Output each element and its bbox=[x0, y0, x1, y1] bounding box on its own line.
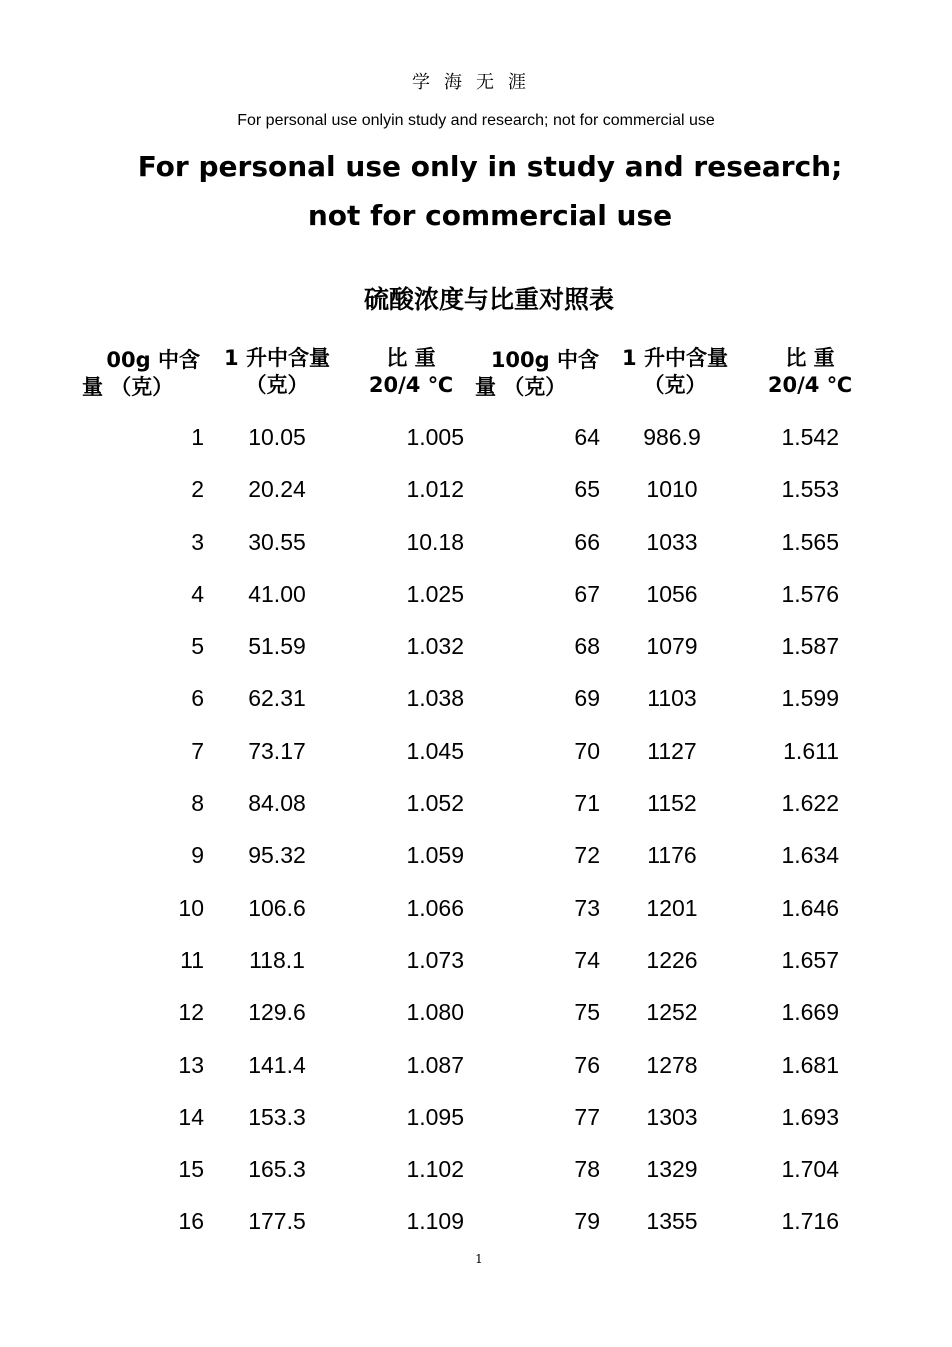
column-header-line: 1 升中含量 bbox=[224, 346, 330, 370]
table-cell: 95.32 bbox=[248, 842, 306, 869]
table-row bbox=[0, 777, 952, 829]
table-cell: 10 bbox=[178, 894, 204, 921]
table-cell: 1.657 bbox=[781, 946, 839, 973]
table-cell: 1.704 bbox=[781, 1156, 839, 1183]
table-cell: 1.599 bbox=[781, 685, 839, 712]
table-row bbox=[0, 411, 952, 463]
column-header-specific-gravity bbox=[758, 345, 862, 399]
table-cell: 8 bbox=[191, 790, 204, 817]
table-cell: 129.6 bbox=[248, 999, 306, 1026]
table-cell: 72 bbox=[574, 842, 600, 869]
header-motto: 学海无涯 bbox=[412, 72, 540, 93]
table-cell: 1.646 bbox=[781, 894, 839, 921]
table-cell: 1226 bbox=[646, 946, 698, 973]
table-cell: 1.066 bbox=[406, 894, 464, 921]
table-cell: 1.542 bbox=[781, 424, 839, 450]
table-cell: 118.1 bbox=[249, 946, 305, 973]
table-cell: 1.669 bbox=[781, 999, 839, 1026]
table-cell: 1.032 bbox=[406, 633, 464, 660]
table-cell: 141.4 bbox=[248, 1051, 306, 1078]
table-cell: 7 bbox=[191, 737, 204, 764]
table-cell: 1201 bbox=[646, 894, 698, 921]
table-cell: 1.095 bbox=[406, 1103, 464, 1130]
table-cell: 2 bbox=[191, 476, 204, 503]
column-header-line: （克） bbox=[643, 373, 707, 397]
table-cell: 12 bbox=[178, 999, 204, 1026]
column-header-line: 20/4 ℃ bbox=[767, 373, 853, 397]
table-cell: 64 bbox=[574, 424, 600, 450]
table-cell: 51.59 bbox=[248, 633, 306, 660]
table-row bbox=[0, 986, 952, 1038]
table-row bbox=[0, 934, 952, 986]
table-cell: 14 bbox=[178, 1103, 204, 1130]
table-cell: 5 bbox=[191, 633, 204, 660]
table-cell: 77 bbox=[574, 1103, 600, 1130]
table-cell: 1.045 bbox=[406, 737, 464, 764]
table-cell: 1355 bbox=[646, 1208, 698, 1235]
table-cell: 1252 bbox=[646, 999, 698, 1026]
column-header-specific-gravity bbox=[356, 345, 466, 399]
table-cell: 76 bbox=[574, 1051, 600, 1078]
table-cell: 106.6 bbox=[248, 894, 306, 921]
table-cell: 68 bbox=[574, 633, 600, 660]
table-cell: 1.622 bbox=[781, 790, 839, 817]
table-row bbox=[0, 1091, 952, 1143]
table-cell: 986.9 bbox=[643, 424, 701, 450]
table-cell: 1.052 bbox=[406, 790, 464, 817]
table-cell: 1.716 bbox=[781, 1208, 839, 1235]
page-number: 1 bbox=[475, 1252, 483, 1266]
table-cell: 71 bbox=[574, 790, 600, 817]
table-cell: 1303 bbox=[646, 1103, 698, 1130]
table-cell: 1.576 bbox=[781, 580, 839, 607]
table-cell: 1.611 bbox=[783, 737, 839, 764]
table-cell: 1.693 bbox=[781, 1103, 839, 1130]
table-cell: 1.587 bbox=[781, 633, 839, 660]
column-header-line: 1 升中含量 bbox=[622, 346, 728, 370]
table-cell: 11 bbox=[180, 946, 204, 973]
table-cell: 1.565 bbox=[781, 528, 839, 555]
column-header-mass-per-liter bbox=[214, 345, 340, 399]
table-cell: 67 bbox=[574, 580, 600, 607]
table-cell: 62.31 bbox=[248, 685, 306, 712]
table-cell: 6 bbox=[191, 685, 204, 712]
table-row bbox=[0, 568, 952, 620]
table-cell: 4 bbox=[191, 580, 204, 607]
table-cell: 13 bbox=[178, 1051, 204, 1078]
column-header-line: 量 （克） bbox=[475, 375, 567, 399]
usage-notice-small: For personal use onlyin study and research; not for commercial use bbox=[237, 112, 715, 129]
column-header-line: （克） bbox=[245, 373, 309, 397]
table-cell: 16 bbox=[178, 1208, 204, 1235]
table-cell: 10.18 bbox=[406, 528, 464, 555]
table-cell: 15 bbox=[178, 1156, 204, 1183]
column-header-line: 比 重 bbox=[386, 346, 436, 370]
table-cell: 30.55 bbox=[248, 528, 306, 555]
column-header-line: 比 重 bbox=[785, 346, 835, 370]
table-cell: 1103 bbox=[647, 685, 697, 712]
table-row bbox=[0, 1195, 952, 1247]
table-row bbox=[0, 1039, 952, 1091]
table-cell: 1.634 bbox=[781, 842, 839, 869]
table-cell: 3 bbox=[191, 528, 204, 555]
table-cell: 70 bbox=[574, 737, 600, 764]
table-cell: 73.17 bbox=[248, 737, 306, 764]
table-cell: 1.553 bbox=[781, 476, 839, 503]
column-header-mass-per-100g bbox=[82, 347, 200, 401]
column-header-mass-per-liter bbox=[612, 345, 738, 399]
table-cell: 1.038 bbox=[406, 685, 464, 712]
table-cell: 1.102 bbox=[406, 1156, 464, 1183]
table-cell: 177.5 bbox=[248, 1208, 306, 1235]
table-cell: 20.24 bbox=[248, 476, 306, 503]
table-cell: 1 bbox=[191, 424, 204, 450]
table-row bbox=[0, 1143, 952, 1195]
table-cell: 79 bbox=[574, 1208, 600, 1235]
column-header-line: 量 （克） bbox=[82, 375, 174, 399]
table-cell: 73 bbox=[574, 894, 600, 921]
table-cell: 74 bbox=[574, 946, 600, 973]
table-cell: 1.080 bbox=[406, 999, 464, 1026]
table-cell: 1.109 bbox=[406, 1208, 464, 1235]
column-header-mass-per-100g bbox=[475, 347, 599, 401]
table-cell: 78 bbox=[574, 1156, 600, 1183]
table-row bbox=[0, 725, 952, 777]
table-cell: 84.08 bbox=[248, 790, 306, 817]
table-row bbox=[0, 672, 952, 724]
table-cell: 1.012 bbox=[406, 476, 464, 503]
table-cell: 1.059 bbox=[406, 842, 464, 869]
table-cell: 1127 bbox=[647, 737, 697, 764]
table-row bbox=[0, 516, 952, 568]
data-table-body bbox=[0, 411, 952, 1248]
table-cell: 1010 bbox=[646, 476, 698, 503]
table-cell: 1079 bbox=[646, 633, 698, 660]
column-header-line: 00g 中含 bbox=[106, 348, 200, 372]
table-cell: 1176 bbox=[647, 842, 697, 869]
table-cell: 165.3 bbox=[248, 1156, 306, 1183]
table-cell: 1033 bbox=[646, 528, 698, 555]
table-cell: 153.3 bbox=[248, 1103, 306, 1130]
table-cell: 10.05 bbox=[248, 424, 306, 450]
table-cell: 75 bbox=[574, 999, 600, 1026]
table-cell: 41.00 bbox=[248, 580, 306, 607]
table-cell: 1056 bbox=[646, 580, 698, 607]
table-cell: 1278 bbox=[646, 1051, 698, 1078]
table-cell: 65 bbox=[574, 476, 600, 503]
table-cell: 1152 bbox=[647, 790, 697, 817]
column-header-line: 100g 中含 bbox=[490, 348, 599, 372]
table-row bbox=[0, 882, 952, 934]
table-cell: 1.025 bbox=[406, 580, 464, 607]
table-cell: 1.073 bbox=[406, 946, 464, 973]
table-title: 硫酸浓度与比重对照表 bbox=[363, 285, 614, 314]
table-row bbox=[0, 829, 952, 881]
usage-notice-large: For personal use only in study and research; not for commercial use bbox=[137, 150, 843, 232]
table-cell: 1.087 bbox=[406, 1051, 464, 1078]
table-row bbox=[0, 620, 952, 672]
table-cell: 69 bbox=[574, 685, 600, 712]
table-cell: 1.005 bbox=[406, 424, 464, 450]
table-row bbox=[0, 463, 952, 515]
table-cell: 9 bbox=[191, 842, 204, 869]
table-cell: 1.681 bbox=[781, 1051, 839, 1078]
table-cell: 1329 bbox=[646, 1156, 698, 1183]
column-header-line: 20/4 ℃ bbox=[368, 373, 454, 397]
table-cell: 66 bbox=[574, 528, 600, 555]
